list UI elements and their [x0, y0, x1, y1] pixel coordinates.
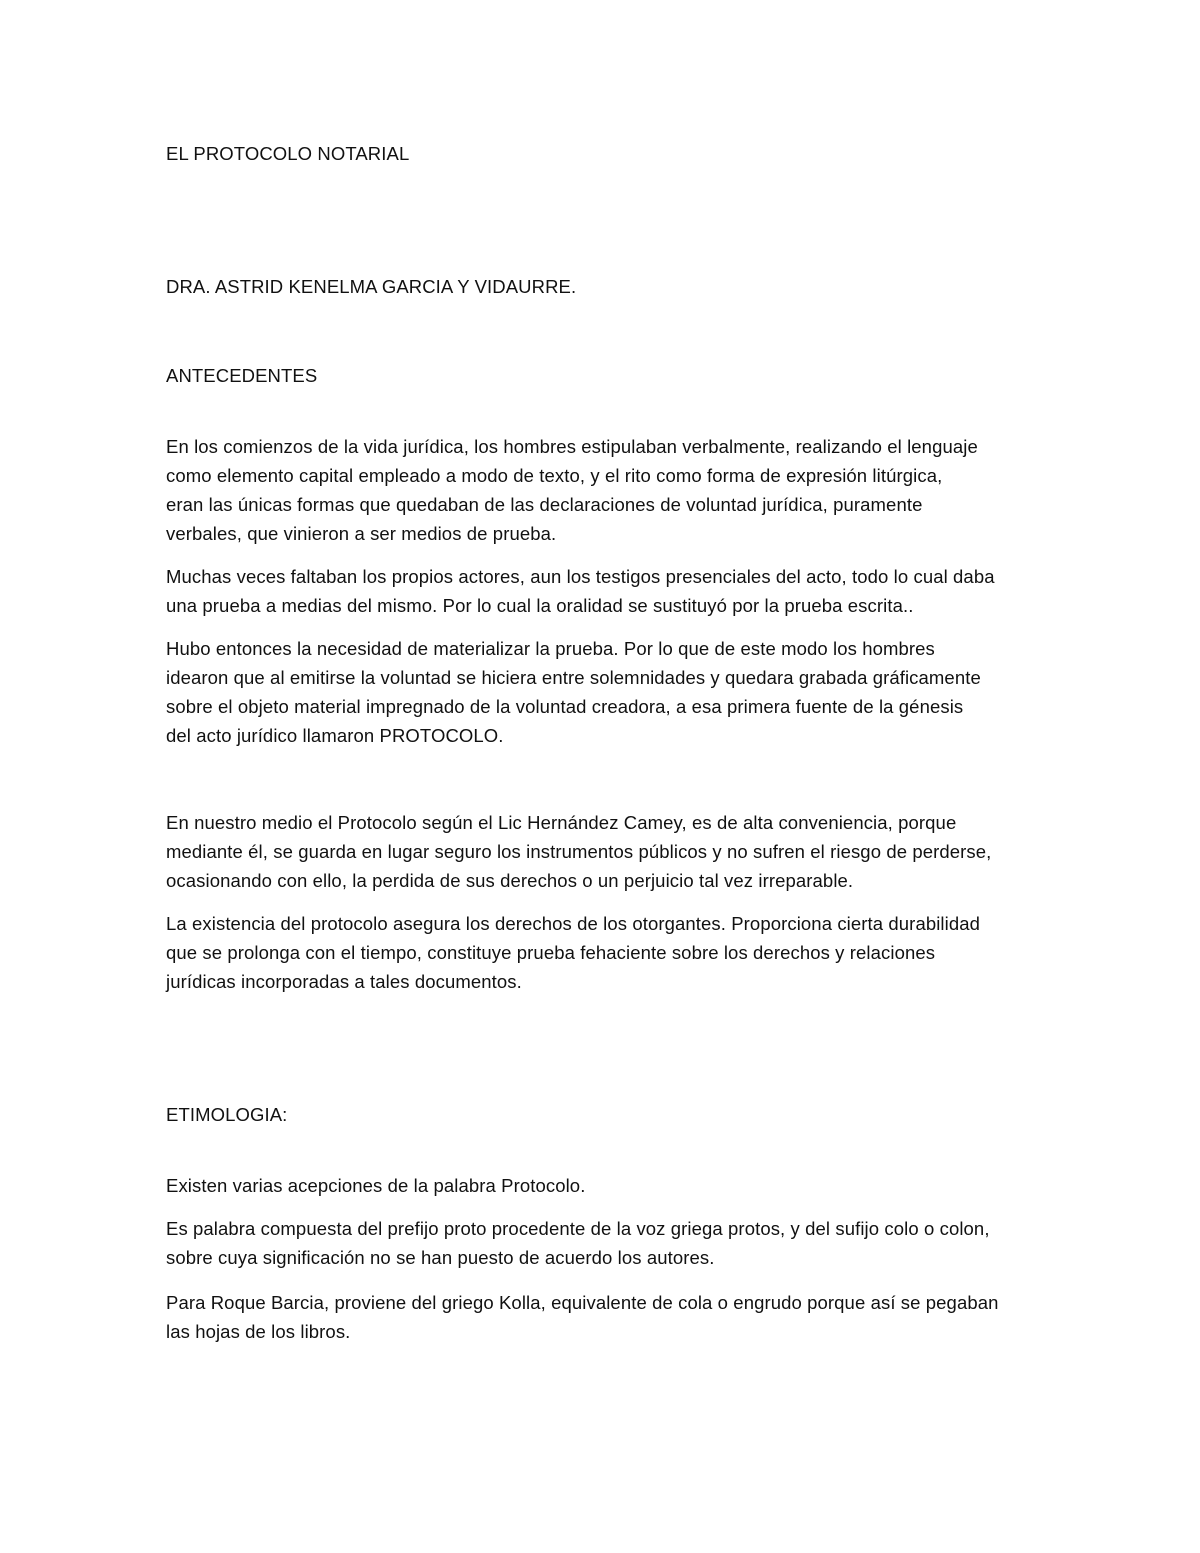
paragraph-line: sobre cuya significación no se han puesto de acuerdo los autores.	[166, 1247, 715, 1268]
paragraph-line: En nuestro medio el Protocolo según el Lic Hernández Camey, es de alta conveniencia, porque	[166, 812, 957, 833]
paragraph-line: sobre el objeto material impregnado de la voluntad creadora, a esa primera fuente de la génesis	[166, 696, 964, 717]
paragraph-line: jurídicas incorporadas a tales documentos.	[166, 971, 522, 992]
paragraph-line: verbales, que vinieron a ser medios de prueba.	[166, 523, 557, 544]
paragraph-line: En los comienzos de la vida jurídica, los hombres estipulaban verbalmente, realizando el lenguaje	[166, 436, 978, 457]
document-title: EL PROTOCOLO NOTARIAL	[166, 143, 410, 164]
paragraph-line: mediante él, se guarda en lugar seguro los instrumentos públicos y no sufren el riesgo de perderse,	[166, 841, 992, 862]
paragraph-line: las hojas de los libros.	[166, 1321, 351, 1342]
paragraph-line: Hubo entonces la necesidad de materializar la prueba. Por lo que de este modo los hombres	[166, 638, 935, 659]
document-author: DRA. ASTRID KENELMA GARCIA Y VIDAURRE.	[166, 276, 577, 297]
paragraph-line: del acto jurídico llamaron PROTOCOLO.	[166, 725, 504, 746]
section-heading-etimologia: ETIMOLOGIA:	[166, 1104, 288, 1125]
paragraph-line: que se prolonga con el tiempo, constituye prueba fehaciente sobre los derechos y relaciones	[166, 942, 936, 963]
paragraph-line: idearon que al emitirse la voluntad se hiciera entre solemnidades y quedara grabada gráficamente	[166, 667, 981, 688]
paragraph-line: ocasionando con ello, la perdida de sus derechos o un perjuicio tal vez irreparable.	[166, 870, 854, 891]
paragraph-line: Para Roque Barcia, proviene del griego Kolla, equivalente de cola o engrudo porque así se pegaban	[166, 1292, 999, 1313]
paragraph-line: como elemento capital empleado a modo de texto, y el rito como forma de expresión litúrgica,	[166, 465, 943, 486]
paragraph-line: Muchas veces faltaban los propios actores, aun los testigos presenciales del acto, todo lo cual daba	[166, 566, 995, 587]
paragraph-line: Es palabra compuesta del prefijo proto procedente de la voz griega protos, y del sufijo colo o colon,	[166, 1218, 990, 1239]
paragraph-line: una prueba a medias del mismo. Por lo cual la oralidad se sustituyó por la prueba escrita..	[166, 595, 914, 616]
paragraph-line: eran las únicas formas que quedaban de las declaraciones de voluntad jurídica, puramente	[166, 494, 923, 515]
paragraph-line: Existen varias acepciones de la palabra Protocolo.	[166, 1175, 586, 1196]
paragraph-line: La existencia del protocolo asegura los derechos de los otorgantes. Proporciona cierta durabilidad	[166, 913, 981, 934]
section-heading-antecedentes: ANTECEDENTES	[166, 365, 318, 386]
